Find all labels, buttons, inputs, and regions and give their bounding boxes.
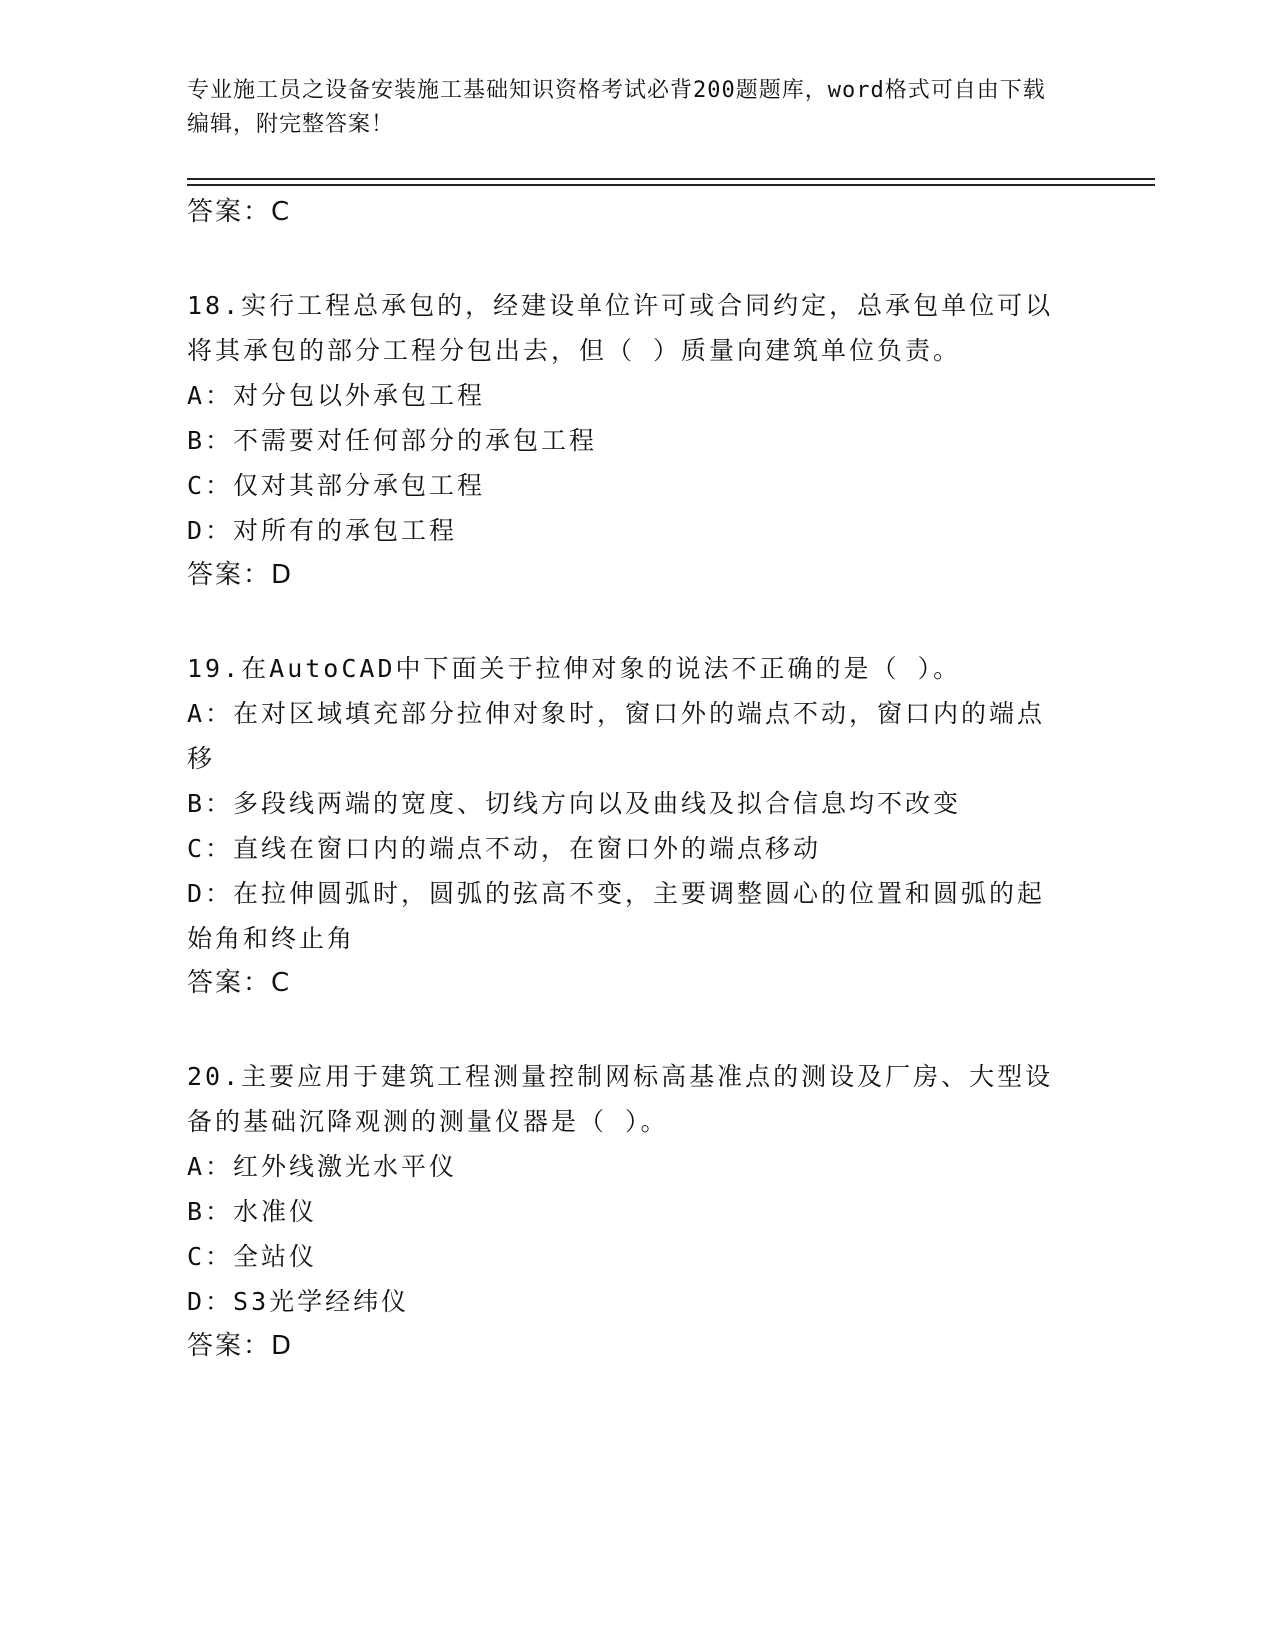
question-stem: 备的基础沉降观测的测量仪器是（ ）。	[187, 1107, 669, 1136]
answer-line: 答案：C	[187, 197, 292, 227]
question-block	[187, 646, 1087, 1006]
option-c: C：直线在窗口内的端点不动，在窗口外的端点移动	[187, 834, 822, 863]
option-a-continued: 移	[187, 744, 216, 773]
answer-line: 答案：D	[187, 1331, 294, 1361]
option-b: B：水准仪	[187, 1197, 318, 1226]
option-a: A：红外线激光水平仪	[187, 1152, 458, 1181]
option-d-continued: 始角和终止角	[187, 924, 356, 953]
question-stem: 18.实行工程总承包的，经建设单位许可或合同约定，总承包单位可以	[187, 291, 1054, 320]
answer-line: 答案：D	[187, 560, 294, 590]
header-rule-bottom	[187, 184, 1155, 186]
option-a: A：在对区域填充部分拉伸对象时，窗口外的端点不动，窗口内的端点	[187, 699, 1046, 728]
document-header: 专业施工员之设备安装施工基础知识资格考试必背200题题库，word格式可自由下载编辑，附完整答案！	[187, 78, 1046, 137]
option-d: D：在拉伸圆弧时，圆弧的弦高不变，主要调整圆心的位置和圆弧的起	[187, 879, 1046, 908]
option-d: D：S3光学经纬仪	[187, 1287, 410, 1316]
question-block	[187, 283, 1087, 598]
option-c: C：仅对其部分承包工程	[187, 471, 486, 500]
question-list	[187, 190, 1087, 1369]
option-a: A：对分包以外承包工程	[187, 381, 486, 410]
option-d: D：对所有的承包工程	[187, 516, 458, 545]
option-b: B：多段线两端的宽度、切线方向以及曲线及拟合信息均不改变	[187, 789, 962, 818]
header-rule-top	[187, 178, 1155, 180]
question-stem: 20.主要应用于建筑工程测量控制网标高基准点的测设及厂房、大型设	[187, 1062, 1054, 1091]
option-b: B：不需要对任何部分的承包工程	[187, 426, 598, 455]
question-block	[187, 1054, 1087, 1369]
question-stem: 将其承包的部分工程分包出去，但（ ）质量向建筑单位负责。	[187, 336, 962, 365]
option-c: C：全站仪	[187, 1242, 318, 1271]
question-stem: 19.在AutoCAD中下面关于拉伸对象的说法不正确的是（ ）。	[187, 654, 962, 683]
answer-line: 答案：C	[187, 968, 292, 998]
